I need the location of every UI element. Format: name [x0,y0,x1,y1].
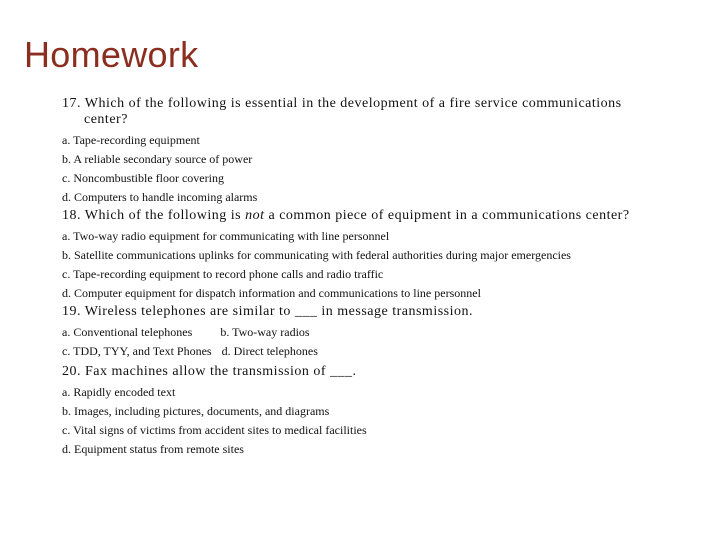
question-19-options-row-2 [62,342,702,361]
question-18 [62,208,702,303]
question-20-text: 20. Fax machines allow the transmission of ___. [62,364,357,379]
question-17-option-b: b. A reliable secondary source of power [62,152,253,166]
question-19-option-a: a. Conventional telephones [62,325,193,339]
question-20-option-b: b. Images, including pictures, documents, and diagrams [62,404,330,418]
question-20-option-c: c. Vital signs of victims from accident sites to medical facilities [62,423,367,437]
question-17-line-1: 17. Which of the following is essential in the development of a fire service communications [62,96,622,111]
question-18-text [62,208,702,224]
question-20-option-a: a. Rapidly encoded text [62,385,176,399]
question-20-option-d: d. Equipment status from remote sites [62,442,244,456]
homework-content [62,96,702,459]
question-20 [62,364,702,459]
question-19-option-b: b. Two-way radios [220,325,310,339]
question-18-option-d: d. Computer equipment for dispatch information and communications to line personnel [62,286,481,300]
question-19-options-row-1 [62,323,702,342]
question-18-emphasis: not [245,208,265,223]
question-17-line-2: center? [84,112,128,127]
question-17-option-d: d. Computers to handle incoming alarms [62,190,258,204]
question-17-text [62,96,702,128]
question-19 [62,304,702,361]
question-17-option-c: c. Noncombustible floor covering [62,171,224,185]
question-18-option-a: a. Two-way radio equipment for communicating with line personnel [62,229,390,243]
question-18-option-b: b. Satellite communications uplinks for communicating with federal authorities during major emergencies [62,248,571,262]
page-title: Homework [24,34,199,75]
question-19-option-c: c. TDD, TYY, and Text Phones [62,344,212,358]
question-19-option-d: d. Direct telephones [221,344,318,358]
question-18-pre: 18. Which of the following is [62,208,246,223]
question-17-option-a: a. Tape-recording equipment [62,133,200,147]
question-18-option-c: c. Tape-recording equipment to record phone calls and radio traffic [62,267,384,281]
question-19-text: 19. Wireless telephones are similar to ___ in message transmission. [62,304,473,319]
question-18-post: a common piece of equipment in a communications center? [264,208,630,223]
question-17 [62,96,702,207]
